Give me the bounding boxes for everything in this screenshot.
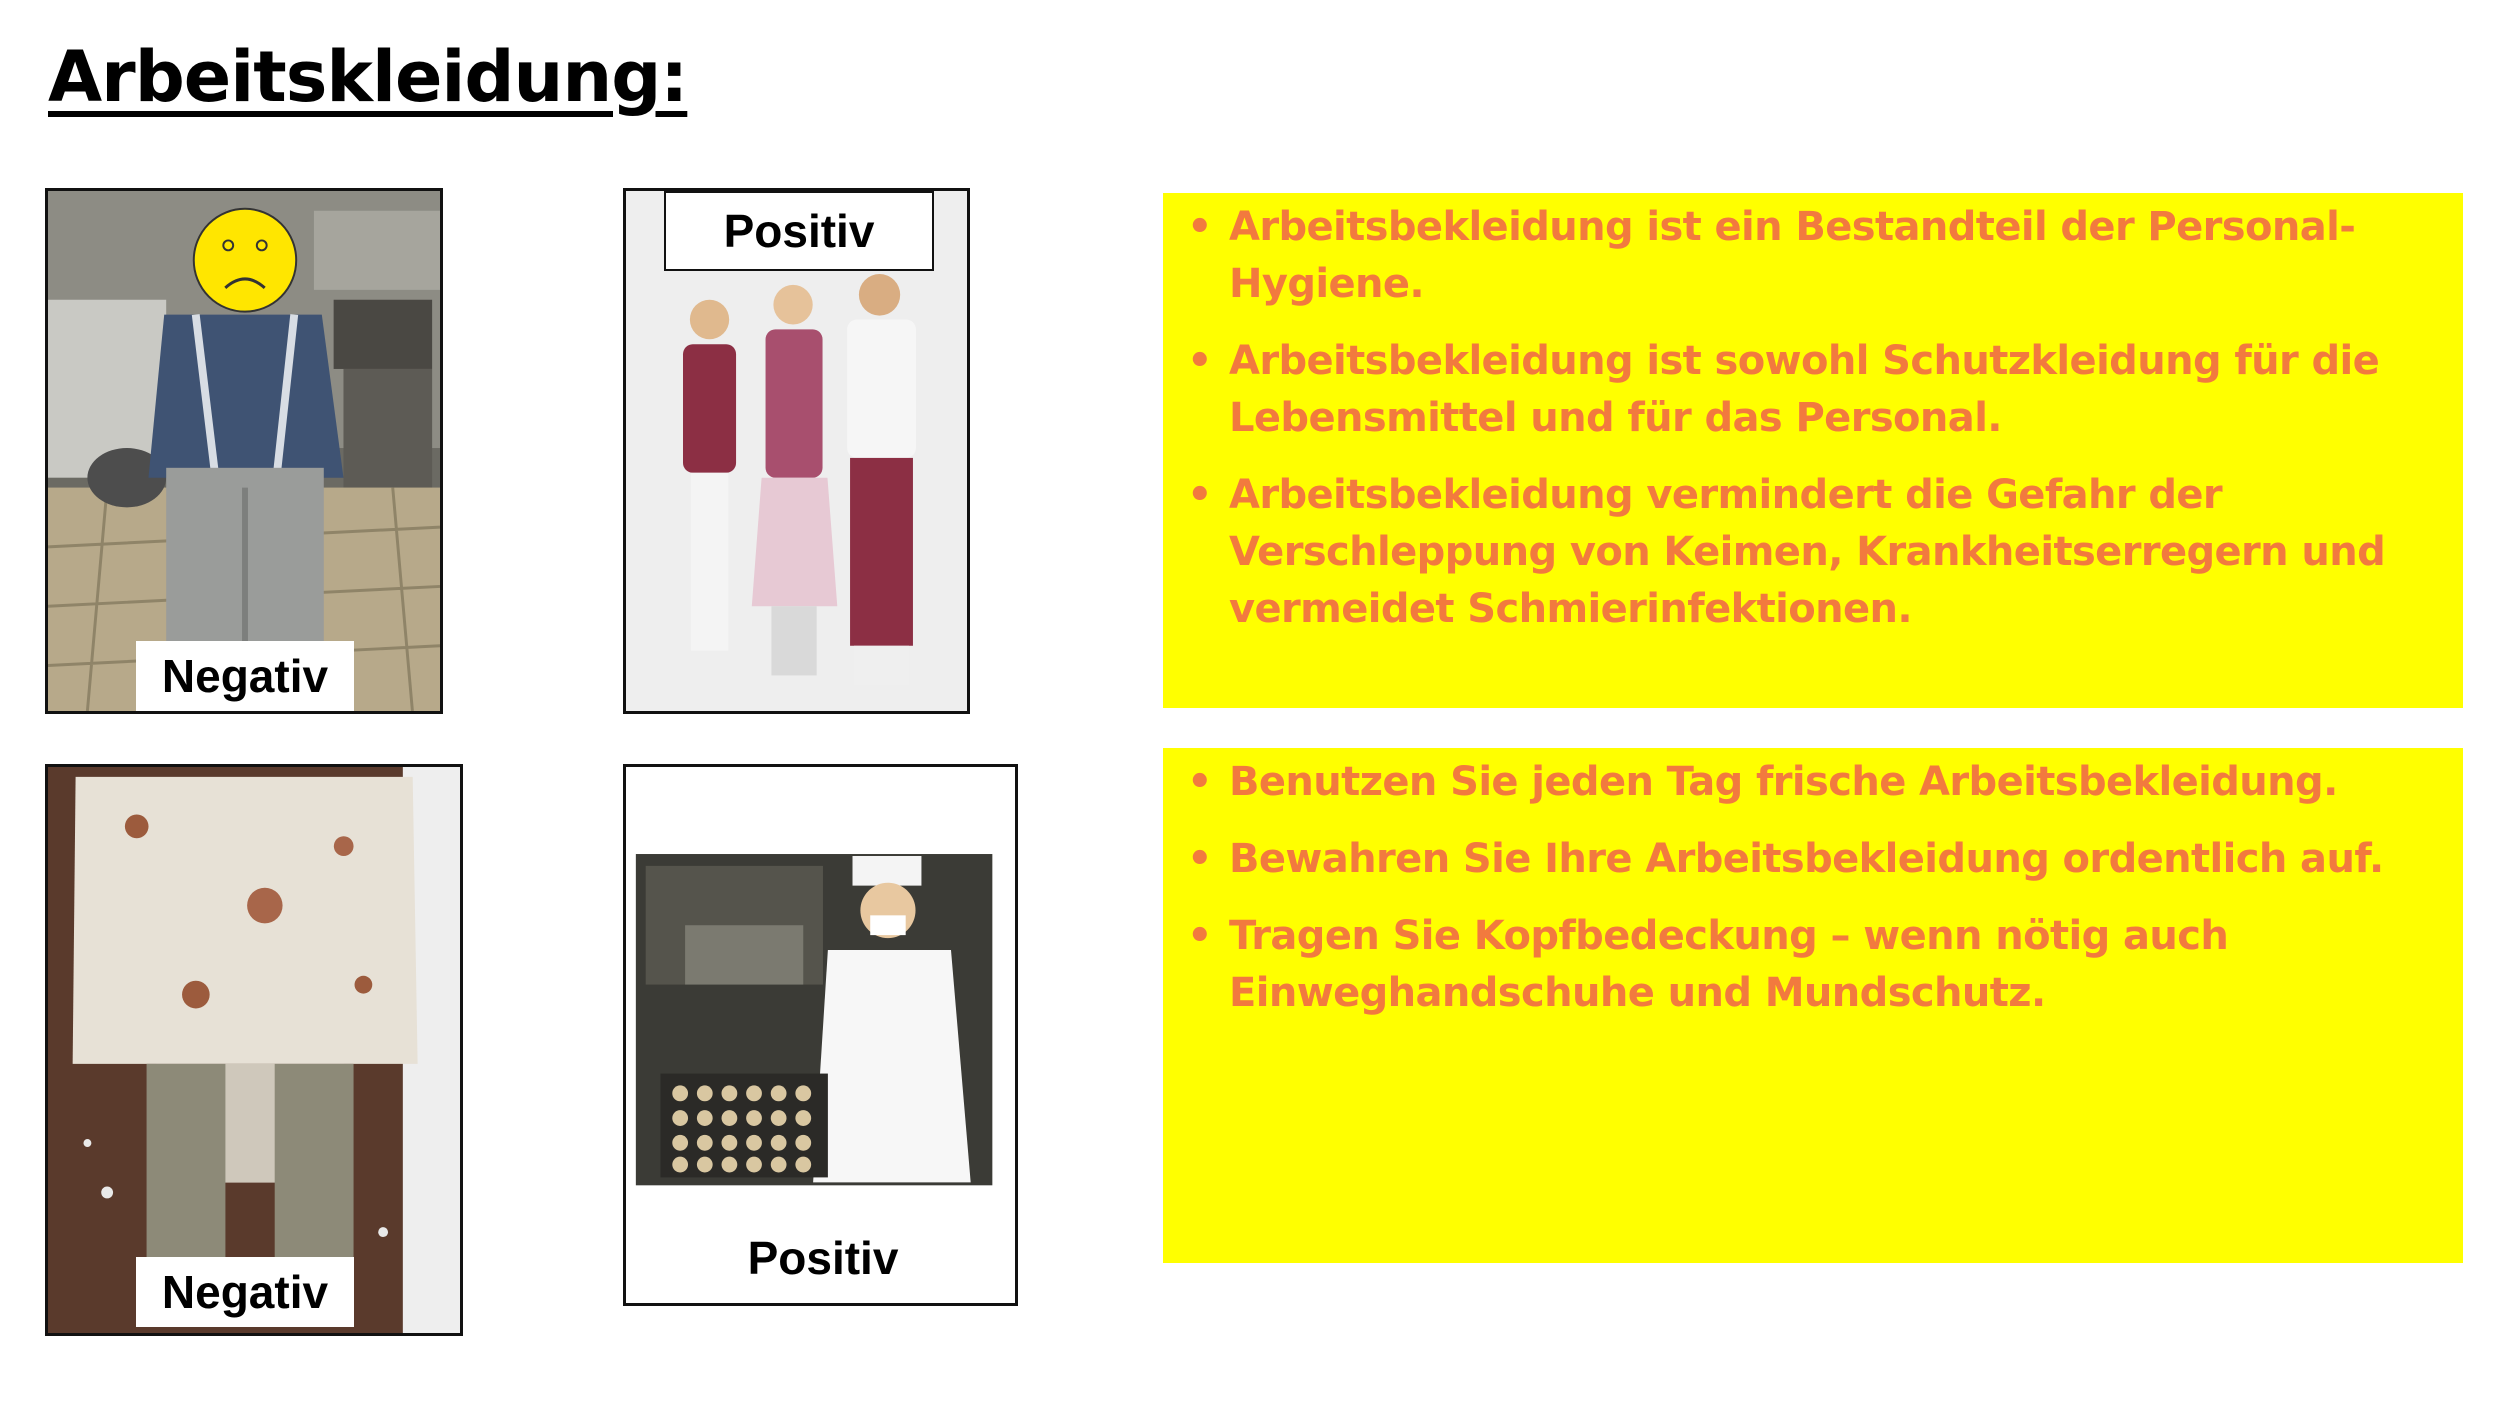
- photo-label-positiv: Positiv: [690, 1219, 956, 1297]
- bullet-item: • Arbeitsbekleidung ist sowohl Schutzkleidung für die Lebensmittel und für das Personal.: [1175, 333, 2443, 447]
- bullet-icon: •: [1187, 836, 1212, 882]
- bullet-item: • Bewahren Sie Ihre Arbeitsbekleidung ordentlich auf.: [1175, 831, 2443, 888]
- photo-label-negativ: Negativ: [136, 641, 354, 711]
- photo-positive-uniforms: [623, 188, 970, 714]
- photo-label-positiv: Positiv: [664, 191, 934, 271]
- photo-label-negativ: Negativ: [136, 1257, 354, 1327]
- bullet-list: [1175, 754, 2443, 1022]
- slide-title: Arbeitskleidung:: [48, 36, 688, 118]
- bullet-icon: •: [1187, 913, 1212, 959]
- bullet-item: • Arbeitsbekleidung ist ein Bestandteil der Personal-Hygiene.: [1175, 199, 2443, 313]
- bullet-icon: •: [1187, 204, 1212, 250]
- sad-face-icon: [48, 191, 440, 711]
- bullet-item: • Arbeitsbekleidung vermindert die Gefahr der Verschleppung von Keimen, Krankheitserregern und vermeidet Schmierinfektionen.: [1175, 467, 2443, 638]
- bullet-item: • Benutzen Sie jeden Tag frische Arbeitsbekleidung.: [1175, 754, 2443, 811]
- bullet-list: [1175, 199, 2443, 638]
- bullet-icon: •: [1187, 759, 1212, 805]
- bullet-icon: •: [1187, 472, 1212, 518]
- bullet-item: • Tragen Sie Kopfbedeckung – wenn nötig auch Einweghandschuhe und Mundschutz.: [1175, 908, 2443, 1022]
- photo-negative-kitchen-worker: [45, 188, 443, 714]
- photo-negative-dirty-apron: [45, 764, 463, 1336]
- info-panel-rules: [1163, 748, 2463, 1263]
- photo-positive-chef: [623, 764, 1018, 1306]
- info-panel-purpose: [1163, 193, 2463, 708]
- bullet-icon: •: [1187, 338, 1212, 384]
